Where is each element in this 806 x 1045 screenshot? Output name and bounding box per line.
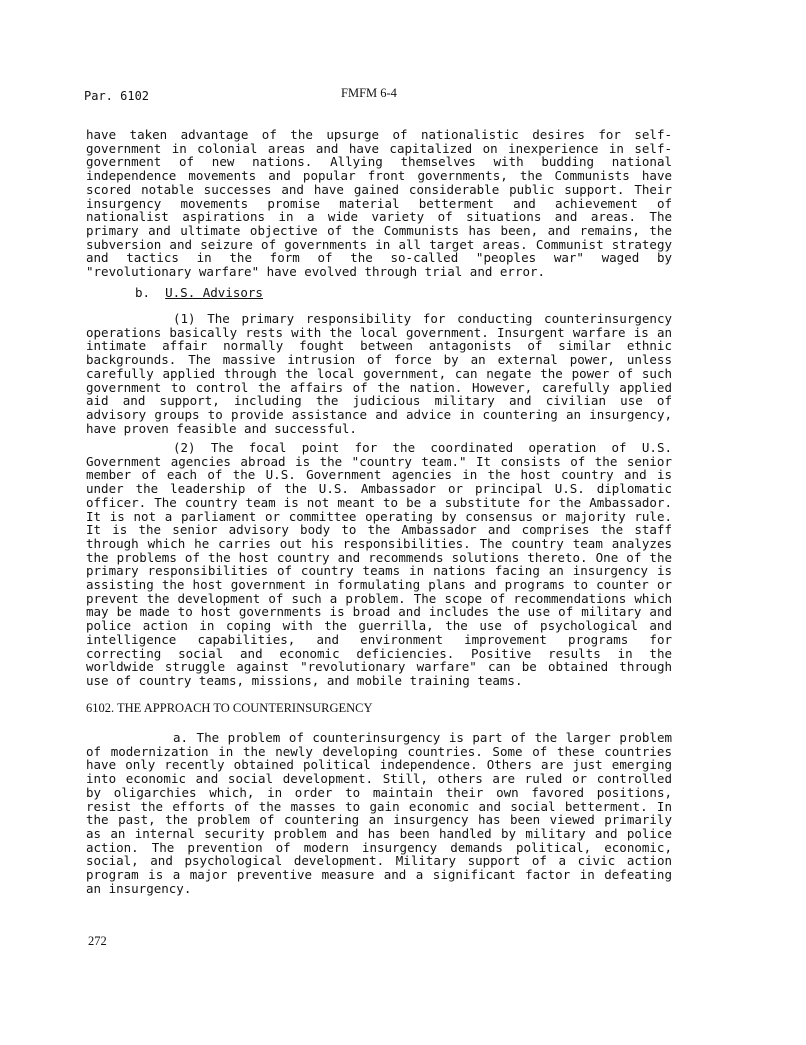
subsection-b-paragraph-1: (1) The primary responsibility for conducting counterinsurgency operations basically rests with the local government. Insurgent warfare is an intimate affair normally fought between antagonists of similar ethnic backgrounds. The massive intrusion of force by an external power, unless carefully applied through the local government, can negate the power of such government to control the affairs of the nation. However, carefully applied aid and support, including the judicious military and civilian use of advisory groups to provide assistance and advice in countering an insurgency, have proven feasible and successful. <box>86 311 672 436</box>
subsection-b-paragraph-2: (2) The focal point for the coordinated operation of U.S. Government agencies abroad is the "country team." It consists of the senior member of each of the U.S. Government agencies in the host country and is under the leadership of the U.S. Ambassador or principal U.S. diplomatic officer. The country team is not meant to be a substitute for the Ambassador. It is not a parliament or committee operating by consensus or majority rule. It is the senior advisory body to the Ambassador and comprises the staff through which he carries out his responsibilities. The country team analyzes the problems of the host country and recommends solutions thereto. One of the primary responsibilities of country teams in nations facing an insurgency is assisting the host government in formulating plans and programs to counter or prevent the development of such a problem. The scope of recommendations which may be made to host governments is broad and includes the use of military and police action in coping with the guerrilla, the use of psychological and intelligence capabilities, and environment improvement programs for correcting social and economic deficiencies. Positive results in the worldwide struggle against "revolutionary warfare" can be obtained through use of country teams, missions, and mobile training teams. <box>86 440 672 688</box>
page-number: 272 <box>88 934 107 948</box>
subsection-b-heading <box>135 286 263 300</box>
subsection-b-title: U.S. Advisors <box>165 285 263 300</box>
section-6102-heading: 6102. THE APPROACH TO COUNTERINSURGENCY <box>86 701 373 715</box>
section-6102-paragraph-a: a. The problem of counterinsurgency is part of the larger problem of modernization in the newly developing countries. Some of these countries have only recently obtained political independence. Others are just emerging into economic and social development. Still, others are ruled or controlled by oligarchies which, in order to maintain their own favored positions, resist the efforts of the masses to gain economic and social betterment. In the past, the problem of countering an insurgency has been viewed primarily as an internal security problem and has been handled by military and police action. The prevention of modern insurgency demands political, economic, social, and psychological development. Military support of a civic action program is a major preventive measure and a significant factor in defeating an insurgency. <box>86 730 672 896</box>
subsection-b-label: b. <box>135 285 151 300</box>
intro-paragraph: have taken advantage of the upsurge of nationalistic desires for self-government in colonial areas and have capitalized on inexperience in self-government of new nations. Allying themselves with budding national independence movements and popular front governments, the Communists have scored notable successes and have gained considerable public support. Their insurgency movements promise material betterment and achievement of nationalist aspirations in a wide variety of situations and areas. The primary and ultimate objective of the Communists has been, and remains, the subversion and seizure of governments in all target areas. Communist strategy and tactics in the form of the so-called "peoples war" waged by "revolutionary warfare" have evolved through trial and error. <box>86 127 672 280</box>
page-header <box>84 86 724 107</box>
manual-identifier: FMFM 6-4 <box>341 86 397 100</box>
paragraph-reference: Par. 6102 <box>84 89 150 103</box>
